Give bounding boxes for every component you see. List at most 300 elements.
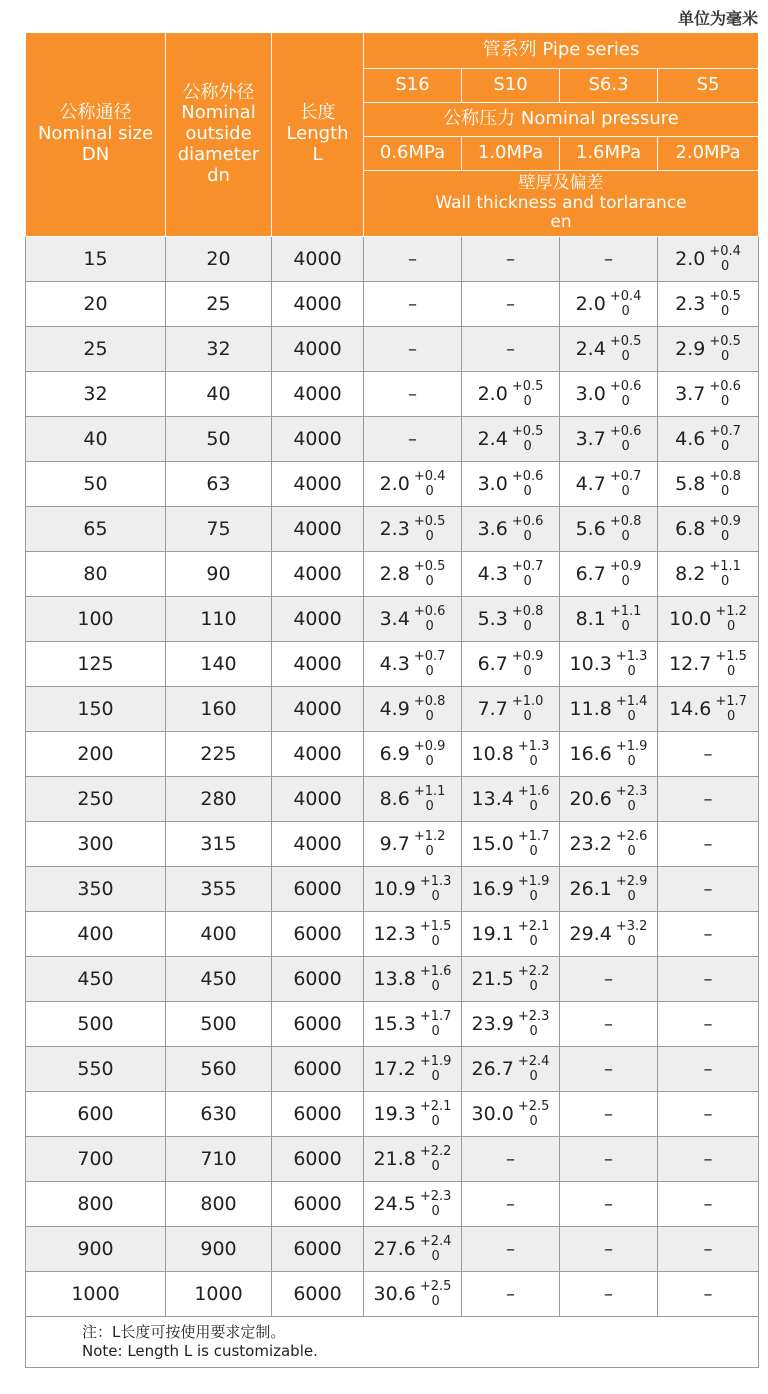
empty-dash: – (703, 1104, 713, 1125)
table-row (26, 417, 759, 462)
thickness-number: 14.6 (669, 698, 712, 720)
cell-wall-thickness (658, 507, 759, 552)
thickness-value (675, 514, 741, 544)
thickness-number: 6.9 (379, 743, 410, 765)
cell-outside-diameter: 63 (166, 462, 272, 507)
cell-outside-diameter: 32 (166, 327, 272, 372)
cell-wall-thickness (560, 462, 658, 507)
cell-outside-diameter: 560 (166, 1047, 272, 1092)
table-row (26, 1137, 759, 1182)
table-row (26, 237, 759, 282)
tolerance-lower: 0 (720, 304, 730, 319)
cell-wall-thickness (364, 1137, 462, 1182)
tolerance-lower: 0 (529, 934, 538, 949)
header-series-s6-3: S6.3 (560, 69, 658, 103)
tolerance (518, 874, 550, 904)
header-pipe-series: 管系列 Pipe series (364, 33, 759, 69)
empty-dash: – (506, 249, 515, 270)
tolerance-lower: 0 (720, 394, 730, 409)
cell-wall-thickness (364, 1182, 462, 1227)
tolerance (512, 649, 544, 679)
cell-wall-thickness (364, 597, 462, 642)
tolerance (616, 874, 648, 904)
tolerance-lower: 0 (627, 754, 636, 769)
cell-wall-thickness (364, 732, 462, 777)
cell-wall-thickness (560, 507, 658, 552)
tolerance (512, 469, 544, 499)
header-series-s10: S10 (462, 69, 560, 103)
thickness-value (675, 334, 741, 364)
tolerance (420, 919, 452, 949)
empty-dash: – (703, 969, 713, 990)
thickness-value (472, 784, 550, 814)
tolerance (518, 829, 550, 859)
cell-nominal-size: 800 (26, 1182, 166, 1227)
thickness-number: 6.8 (675, 518, 706, 540)
tolerance-lower: 0 (627, 889, 636, 904)
tolerance-lower: 0 (523, 394, 532, 409)
thickness-value (380, 649, 446, 679)
table-row (26, 912, 759, 957)
cell-wall-thickness (462, 912, 560, 957)
header-length: 长度 Length L (272, 33, 364, 237)
tolerance-upper: +1.9 (615, 739, 648, 754)
cell-outside-diameter: 225 (166, 732, 272, 777)
thickness-number: 15.3 (373, 1013, 416, 1035)
table-row (26, 282, 759, 327)
tolerance-lower: 0 (621, 574, 630, 589)
cell-outside-diameter: 280 (166, 777, 272, 822)
empty-dash: – (703, 834, 713, 855)
empty-dash: – (703, 1194, 713, 1215)
cell-outside-diameter: 1000 (166, 1272, 272, 1317)
cell-nominal-size: 250 (26, 777, 166, 822)
thickness-number: 8.1 (575, 608, 606, 630)
tolerance (512, 514, 544, 544)
thickness-number: 2.0 (675, 248, 706, 270)
thickness-number: 2.4 (575, 338, 606, 360)
thickness-value (576, 469, 642, 499)
empty-dash: – (604, 1014, 613, 1035)
tolerance (518, 1054, 550, 1084)
tolerance-upper: +2.5 (419, 1279, 452, 1294)
thickness-value (675, 469, 741, 499)
tolerance (518, 784, 550, 814)
cell-wall-thickness (462, 282, 560, 327)
tolerance (518, 919, 550, 949)
table-row (26, 957, 759, 1002)
tolerance-lower: 0 (523, 709, 532, 724)
thickness-number: 2.3 (675, 293, 706, 315)
tolerance-upper: +0.8 (709, 469, 741, 484)
thickness-number: 5.3 (477, 608, 508, 630)
cell-wall-thickness (658, 1002, 759, 1047)
thickness-number: 10.0 (669, 608, 712, 630)
tolerance-upper: +1.1 (709, 559, 741, 574)
cell-wall-thickness (462, 642, 560, 687)
cell-outside-diameter: 450 (166, 957, 272, 1002)
empty-dash: – (506, 1239, 515, 1260)
tolerance-lower: 0 (621, 349, 630, 364)
table-row (26, 1182, 759, 1227)
tolerance-lower: 0 (720, 259, 730, 274)
tolerance (512, 559, 544, 589)
cell-wall-thickness (658, 462, 759, 507)
tolerance-lower: 0 (727, 709, 736, 724)
cell-wall-thickness (560, 417, 658, 462)
tolerance (518, 739, 550, 769)
tolerance-upper: +2.6 (615, 829, 648, 844)
thickness-value (374, 1189, 452, 1219)
tolerance-lower: 0 (727, 619, 736, 634)
empty-dash: – (703, 744, 713, 765)
empty-dash: – (604, 1104, 613, 1125)
cell-nominal-size: 32 (26, 372, 166, 417)
tolerance (709, 379, 741, 409)
cell-nominal-size: 100 (26, 597, 166, 642)
thickness-value (374, 1009, 452, 1039)
thickness-value (576, 559, 642, 589)
tolerance-lower: 0 (431, 1159, 440, 1174)
tolerance-upper: +2.2 (419, 1144, 452, 1159)
cell-nominal-size: 65 (26, 507, 166, 552)
pipe-spec-table (25, 32, 759, 1368)
tolerance-upper: +0.7 (709, 424, 741, 439)
thickness-value (472, 919, 550, 949)
table-row (26, 1092, 759, 1137)
thickness-value (570, 784, 648, 814)
tolerance-upper: +1.2 (715, 604, 747, 619)
tolerance-upper: +0.4 (609, 289, 642, 304)
empty-dash: – (604, 1194, 613, 1215)
cell-wall-thickness (462, 462, 560, 507)
cell-wall-thickness (462, 1227, 560, 1272)
tolerance-lower: 0 (627, 664, 636, 679)
tolerance (420, 1009, 452, 1039)
cell-length: 4000 (272, 462, 364, 507)
cell-wall-thickness (658, 552, 759, 597)
tolerance (414, 559, 446, 589)
thickness-value (472, 1009, 550, 1039)
thickness-value (576, 379, 642, 409)
thickness-number: 6.7 (477, 653, 508, 675)
empty-dash: – (506, 1194, 515, 1215)
cell-wall-thickness (364, 822, 462, 867)
cell-wall-thickness (560, 552, 658, 597)
cell-wall-thickness (560, 372, 658, 417)
thickness-value (380, 604, 446, 634)
thickness-number: 30.6 (373, 1283, 416, 1305)
thickness-number: 13.8 (373, 968, 416, 990)
tolerance-upper: +1.9 (419, 1054, 452, 1069)
cell-length: 6000 (272, 867, 364, 912)
tolerance-upper: +1.6 (419, 964, 452, 979)
tolerance-upper: +0.6 (511, 469, 544, 484)
thickness-value (380, 739, 446, 769)
tolerance-upper: +0.7 (413, 649, 446, 664)
thickness-value (380, 784, 446, 814)
header-series-s16: S16 (364, 69, 462, 103)
thickness-value (374, 964, 452, 994)
tolerance-upper: +0.9 (413, 739, 446, 754)
cell-outside-diameter: 800 (166, 1182, 272, 1227)
empty-dash: – (604, 249, 613, 270)
tolerance-lower: 0 (621, 394, 630, 409)
table-row (26, 642, 759, 687)
cell-wall-thickness (560, 1047, 658, 1092)
header-pressure-2-0: 2.0MPa (658, 137, 759, 171)
tolerance (616, 784, 648, 814)
tolerance-lower: 0 (720, 349, 730, 364)
cell-nominal-size: 40 (26, 417, 166, 462)
thickness-number: 30.0 (471, 1103, 514, 1125)
tolerance-upper: +0.5 (511, 379, 544, 394)
tolerance-upper: +1.7 (517, 829, 550, 844)
cell-wall-thickness (658, 957, 759, 1002)
cell-nominal-size: 80 (26, 552, 166, 597)
tolerance-upper: +2.2 (517, 964, 550, 979)
cell-wall-thickness (364, 507, 462, 552)
thickness-value (374, 919, 452, 949)
cell-length: 4000 (272, 282, 364, 327)
cell-wall-thickness (658, 1137, 759, 1182)
cell-wall-thickness (462, 1137, 560, 1182)
thickness-value (478, 514, 544, 544)
cell-wall-thickness (462, 327, 560, 372)
thickness-number: 3.7 (575, 428, 606, 450)
tolerance (420, 964, 452, 994)
thickness-number: 15.0 (471, 833, 514, 855)
thickness-number: 2.4 (477, 428, 508, 450)
cell-wall-thickness (462, 507, 560, 552)
table-row (26, 597, 759, 642)
tolerance-upper: +2.4 (419, 1234, 452, 1249)
empty-dash: – (703, 1284, 713, 1305)
tolerance (420, 1144, 452, 1174)
cell-wall-thickness (364, 237, 462, 282)
cell-length: 4000 (272, 417, 364, 462)
cell-wall-thickness (560, 1002, 658, 1047)
tolerance-upper: +2.1 (419, 1099, 452, 1114)
empty-dash: – (604, 1149, 613, 1170)
thickness-number: 24.5 (373, 1193, 416, 1215)
cell-wall-thickness (658, 237, 759, 282)
cell-outside-diameter: 355 (166, 867, 272, 912)
tolerance-lower: 0 (720, 439, 730, 454)
thickness-number: 7.7 (477, 698, 508, 720)
cell-wall-thickness (462, 372, 560, 417)
thickness-value (472, 874, 550, 904)
thickness-number: 23.9 (471, 1013, 514, 1035)
tolerance (709, 424, 741, 454)
empty-dash: – (703, 1239, 713, 1260)
thickness-number: 12.3 (373, 923, 416, 945)
cell-wall-thickness (560, 732, 658, 777)
cell-wall-thickness (658, 372, 759, 417)
tolerance-upper: +1.0 (511, 694, 544, 709)
tolerance-upper: +0.5 (413, 514, 446, 529)
cell-wall-thickness (658, 687, 759, 732)
tolerance-upper: +0.8 (511, 604, 544, 619)
cell-outside-diameter: 160 (166, 687, 272, 732)
table-row (26, 1227, 759, 1272)
cell-wall-thickness (560, 282, 658, 327)
thickness-value (669, 604, 747, 634)
thickness-value (472, 829, 550, 859)
table-row (26, 867, 759, 912)
tolerance (709, 289, 741, 319)
cell-wall-thickness (560, 597, 658, 642)
tolerance-lower: 0 (529, 1024, 538, 1039)
tolerance (518, 1099, 550, 1129)
cell-wall-thickness (462, 552, 560, 597)
thickness-value (576, 424, 642, 454)
table-row (26, 327, 759, 372)
tolerance (709, 469, 741, 499)
cell-length: 6000 (272, 1047, 364, 1092)
cell-wall-thickness (658, 732, 759, 777)
cell-wall-thickness (364, 687, 462, 732)
empty-dash: – (703, 789, 713, 810)
header-outside-diameter: 公称外径 Nominal outside diameter dn (166, 33, 272, 237)
tolerance (610, 334, 642, 364)
tolerance (616, 919, 648, 949)
table-row (26, 822, 759, 867)
empty-dash: – (703, 924, 713, 945)
table-row (26, 1272, 759, 1317)
thickness-number: 2.9 (675, 338, 706, 360)
thickness-number: 2.0 (575, 293, 606, 315)
thickness-number: 21.5 (471, 968, 514, 990)
tolerance-lower: 0 (720, 529, 730, 544)
tolerance (414, 649, 446, 679)
thickness-value (374, 1099, 452, 1129)
tolerance-lower: 0 (720, 484, 730, 499)
thickness-number: 4.3 (379, 653, 410, 675)
tolerance (610, 559, 642, 589)
tolerance (518, 1009, 550, 1039)
thickness-number: 4.9 (379, 698, 410, 720)
tolerance-lower: 0 (425, 484, 434, 499)
cell-nominal-size: 350 (26, 867, 166, 912)
tolerance (512, 694, 544, 724)
cell-wall-thickness (364, 372, 462, 417)
cell-length: 4000 (272, 777, 364, 822)
thickness-number: 19.3 (373, 1103, 416, 1125)
cell-wall-thickness (658, 912, 759, 957)
thickness-value (380, 469, 446, 499)
tolerance-upper: +2.5 (517, 1099, 550, 1114)
thickness-number: 10.3 (569, 653, 612, 675)
tolerance-lower: 0 (431, 934, 440, 949)
cell-wall-thickness (560, 1137, 658, 1182)
cell-wall-thickness (560, 1182, 658, 1227)
tolerance (610, 289, 642, 319)
header-series-s5: S5 (658, 69, 759, 103)
thickness-value (576, 289, 642, 319)
tolerance (512, 424, 544, 454)
table-note: 注：L长度可按使用要求定制。 Note: Length L is customizable. (26, 1317, 759, 1368)
thickness-value (374, 1054, 452, 1084)
tolerance (420, 1279, 452, 1309)
tolerance-upper: +1.5 (419, 919, 452, 934)
tolerance (610, 514, 642, 544)
tolerance-lower: 0 (523, 574, 532, 589)
cell-length: 4000 (272, 822, 364, 867)
cell-wall-thickness (364, 417, 462, 462)
cell-wall-thickness (364, 462, 462, 507)
cell-wall-thickness (462, 597, 560, 642)
cell-outside-diameter: 90 (166, 552, 272, 597)
cell-length: 6000 (272, 957, 364, 1002)
empty-dash: – (604, 969, 613, 990)
cell-wall-thickness (462, 732, 560, 777)
cell-wall-thickness (658, 597, 759, 642)
cell-wall-thickness (560, 912, 658, 957)
tolerance (420, 1054, 452, 1084)
thickness-number: 5.8 (675, 473, 706, 495)
cell-wall-thickness (462, 1047, 560, 1092)
tolerance-lower: 0 (425, 574, 434, 589)
tolerance-lower: 0 (431, 1024, 440, 1039)
thickness-number: 4.3 (477, 563, 508, 585)
tolerance-lower: 0 (431, 1069, 440, 1084)
cell-wall-thickness (364, 912, 462, 957)
thickness-number: 19.1 (471, 923, 514, 945)
tolerance-lower: 0 (431, 979, 440, 994)
cell-wall-thickness (560, 687, 658, 732)
tolerance-upper: +0.8 (609, 514, 642, 529)
tolerance (616, 649, 648, 679)
empty-dash: – (506, 1149, 515, 1170)
tolerance-lower: 0 (621, 619, 630, 634)
tolerance (709, 334, 741, 364)
tolerance-upper: +0.4 (413, 469, 446, 484)
tolerance-upper: +1.6 (517, 784, 550, 799)
cell-wall-thickness (658, 327, 759, 372)
cell-wall-thickness (658, 417, 759, 462)
tolerance-lower: 0 (720, 574, 730, 589)
tolerance-upper: +1.5 (715, 649, 747, 664)
tolerance-lower: 0 (431, 1294, 440, 1309)
thickness-value (570, 874, 648, 904)
cell-nominal-size: 125 (26, 642, 166, 687)
tolerance-lower: 0 (425, 619, 434, 634)
thickness-number: 9.7 (379, 833, 410, 855)
table-row (26, 372, 759, 417)
thickness-value (570, 649, 648, 679)
cell-wall-thickness (364, 1227, 462, 1272)
tolerance-upper: +1.3 (419, 874, 452, 889)
tolerance (420, 1099, 452, 1129)
cell-wall-thickness (658, 1092, 759, 1137)
table-body (26, 237, 759, 1317)
thickness-number: 23.2 (569, 833, 612, 855)
empty-dash: – (408, 249, 417, 270)
cell-length: 4000 (272, 642, 364, 687)
tolerance (715, 649, 747, 679)
tolerance-lower: 0 (425, 844, 434, 859)
tolerance-lower: 0 (621, 529, 630, 544)
thickness-number: 3.4 (379, 608, 410, 630)
cell-nominal-size: 1000 (26, 1272, 166, 1317)
cell-length: 6000 (272, 1002, 364, 1047)
thickness-value (669, 649, 747, 679)
cell-nominal-size: 550 (26, 1047, 166, 1092)
cell-wall-thickness (560, 642, 658, 687)
tolerance-lower: 0 (529, 844, 538, 859)
cell-wall-thickness (364, 1092, 462, 1137)
